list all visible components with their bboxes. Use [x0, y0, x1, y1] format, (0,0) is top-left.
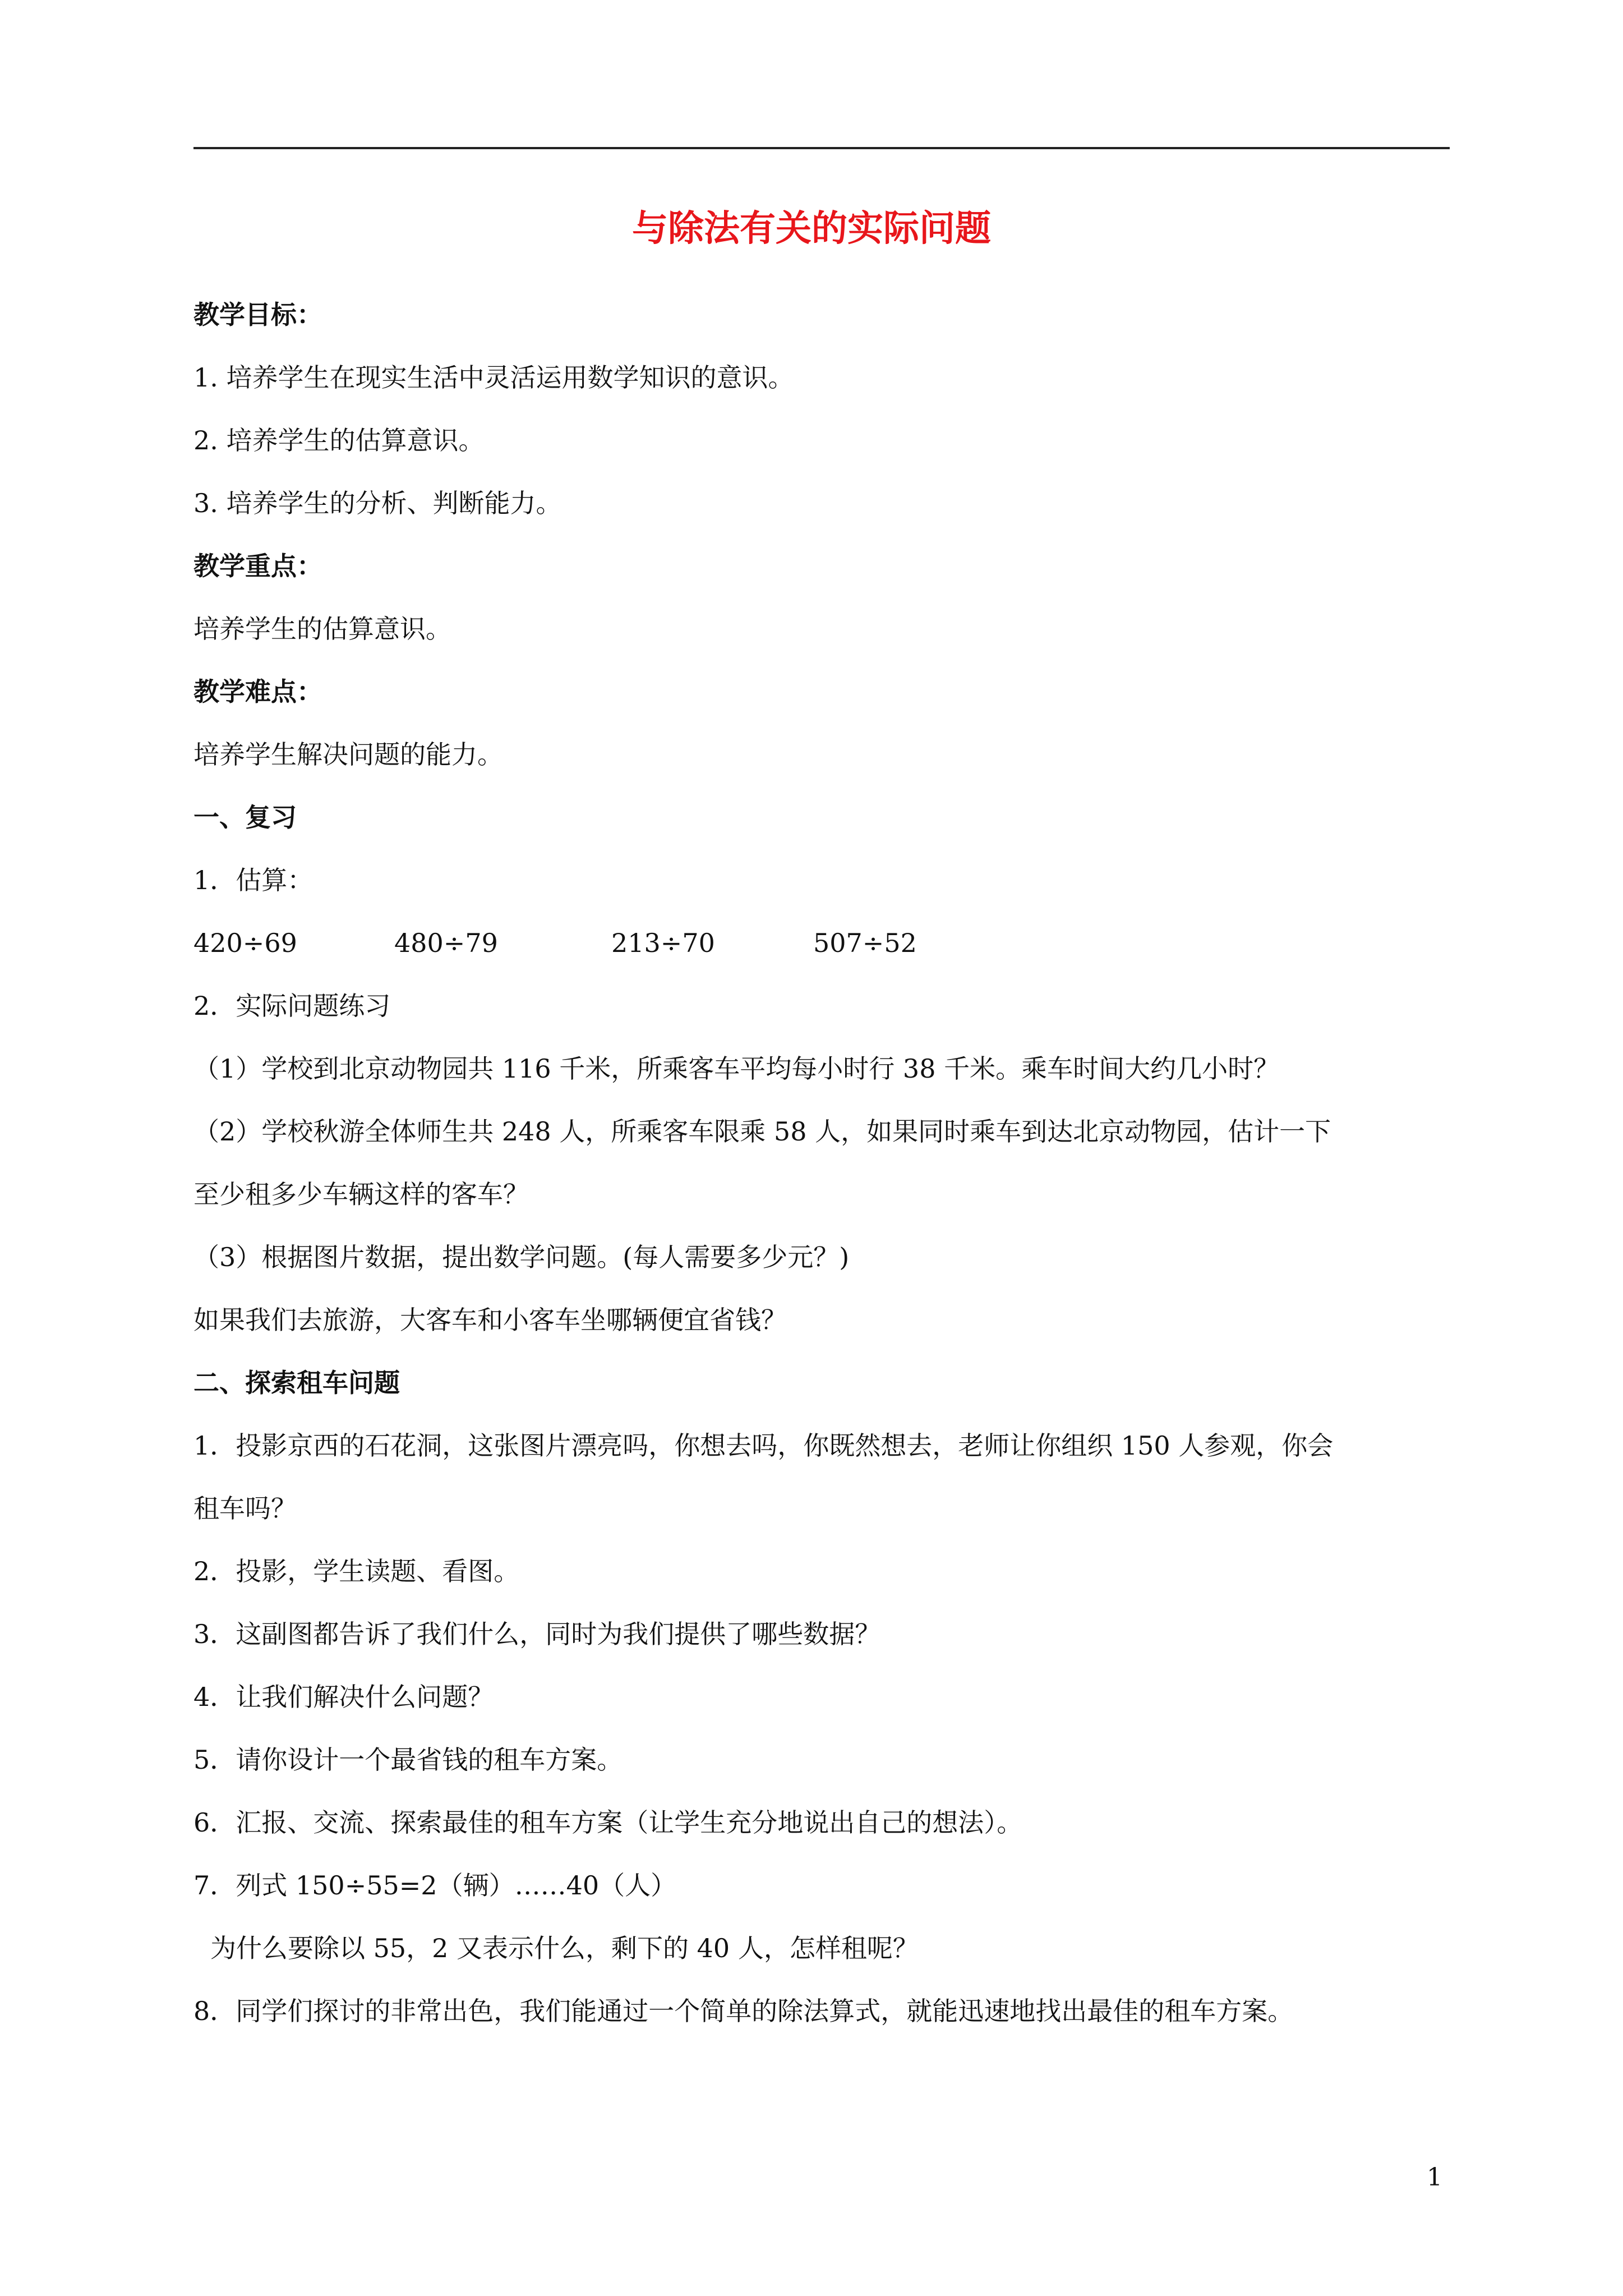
rental-item: 5．请你设计一个最省钱的租车方案。	[193, 1745, 623, 1775]
key-heading: 教学重点：	[193, 551, 322, 581]
rental-item: 2．投影，学生读题、看图。	[193, 1556, 520, 1586]
goal-item: 1. 培养学生在现实生活中灵活运用数学知识的意识。	[193, 362, 794, 393]
difficulty-heading: 教学难点：	[193, 677, 322, 707]
rental-item: 6．汇报、交流、探索最佳的租车方案（让学生充分地说出自己的想法）。	[193, 1807, 1023, 1838]
practice-question: （3）根据图片数据，提出数学问题。(每人需要多少元？)	[193, 1242, 850, 1272]
key-text: 培养学生的估算意识。	[193, 614, 451, 644]
document-title: 与除法有关的实际问题	[632, 208, 991, 250]
practice-question: （2）学校秋游全体师生共 248 人，所乘客车限乘 58 人，如果同时乘车到达北京动物园，估计一下	[193, 1116, 1331, 1147]
page-number: 1	[1427, 2163, 1442, 2192]
difficulty-text: 培养学生解决问题的能力。	[193, 739, 503, 770]
estimate-expression: 480÷79	[394, 928, 498, 958]
goal-item: 3. 培养学生的分析、判断能力。	[193, 488, 562, 518]
section-heading-rental: 二、探索租车问题	[193, 1368, 400, 1398]
rental-item-equation: 7．列式 150÷55=2（辆）……40（人）	[193, 1870, 677, 1901]
goals-heading: 教学目标：	[193, 300, 322, 330]
rental-item-continued: 租车吗？	[193, 1493, 297, 1524]
practice-question-continued: 至少租多少车辆这样的客车？	[193, 1179, 529, 1209]
rental-item: 8．同学们探讨的非常出色，我们能通过一个简单的除法算式，就能迅速地找出最佳的租车方案。	[193, 1996, 1294, 2026]
review-item-practice: 2．实际问题练习	[193, 991, 391, 1021]
review-item-estimate: 1．估算：	[193, 865, 313, 895]
estimate-expression: 213÷70	[611, 928, 715, 958]
estimate-expression: 507÷52	[813, 928, 917, 958]
estimate-expression: 420÷69	[193, 928, 297, 958]
rental-item: 4．让我们解决什么问题？	[193, 1682, 494, 1712]
rental-item: 3．这副图都告诉了我们什么，同时为我们提供了哪些数据？	[193, 1619, 881, 1649]
practice-question: （1）学校到北京动物园共 116 千米，所乘客车平均每小时行 38 千米。乘车时间大约几小时？	[193, 1053, 1280, 1084]
rental-item-followup: 为什么要除以 55，2 又表示什么，剩下的 40 人，怎样租呢？	[210, 1933, 919, 1963]
section-heading-review: 一、复习	[193, 802, 297, 832]
practice-question: 如果我们去旅游，大客车和小客车坐哪辆便宜省钱？	[193, 1305, 787, 1335]
rental-item: 1．投影京西的石花洞，这张图片漂亮吗，你想去吗，你既然想去，老师让你组织 150 人参观，你会	[193, 1430, 1334, 1461]
goal-item: 2. 培养学生的估算意识。	[193, 425, 485, 455]
header-rule	[193, 147, 1450, 149]
